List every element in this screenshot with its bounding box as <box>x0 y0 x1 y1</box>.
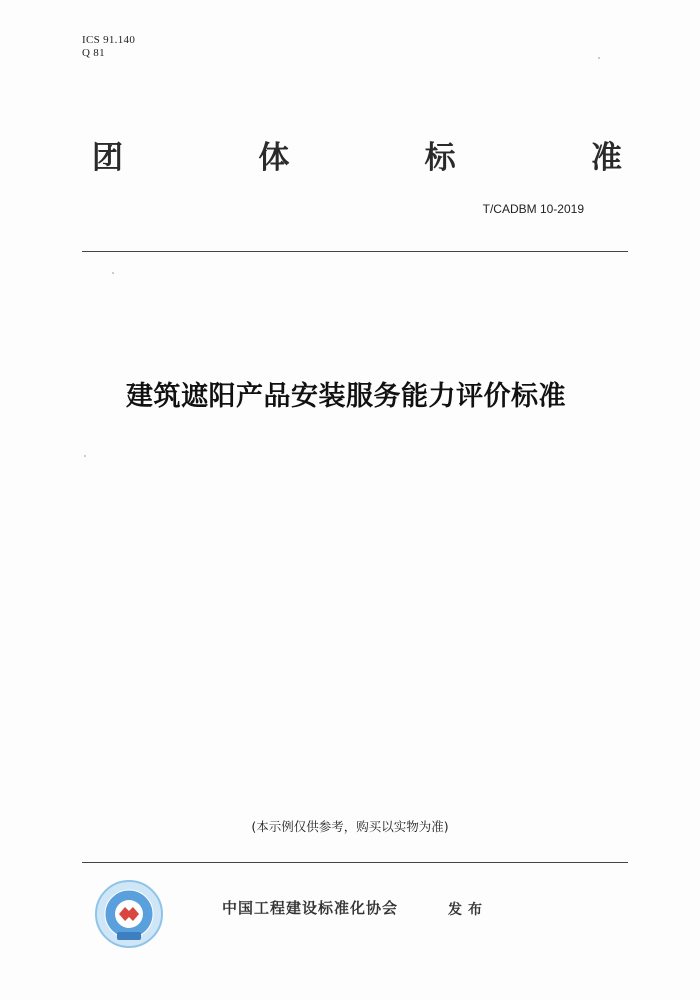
standard-type-char: 标 <box>424 139 456 176</box>
ics-code: ICS 91.140 <box>82 34 136 46</box>
bottom-divider <box>82 862 628 863</box>
scan-speck <box>84 455 86 457</box>
standard-type-char: 体 <box>258 139 290 176</box>
document-title: 建筑遮阳产品安装服务能力评价标准 <box>126 381 566 412</box>
seal-bottom-band <box>117 932 141 940</box>
publisher-name: 中国工程建设标准化协会 <box>222 899 399 917</box>
standard-type-heading <box>92 132 622 176</box>
anti-counterfeit-seal-icon <box>95 880 163 948</box>
standard-type-char: 团 <box>92 139 123 176</box>
scan-speck <box>112 272 114 274</box>
standard-type-char: 准 <box>590 139 622 176</box>
scan-speck <box>598 57 600 59</box>
publish-label: 发布 <box>448 902 488 918</box>
sample-disclaimer: (本示例仅供参考，购买以实物为准) <box>251 819 449 834</box>
ccs-code: Q 81 <box>82 47 105 59</box>
classification-codes <box>82 34 135 60</box>
standard-number: T/CADBM 10-2019 <box>482 202 584 216</box>
top-divider <box>82 251 628 252</box>
